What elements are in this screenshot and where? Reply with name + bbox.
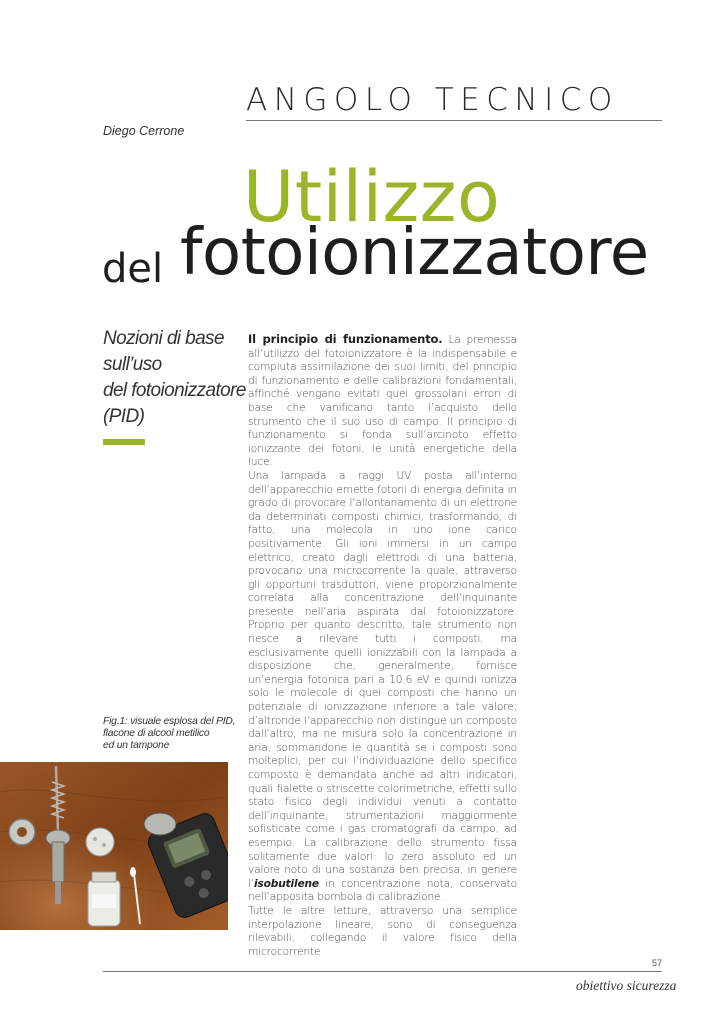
subtitle-line: Nozioni di base (103, 328, 224, 349)
figure-caption (103, 716, 261, 752)
body-paragraph (248, 905, 517, 959)
paragraph-text: in concentrazione nota, conservato nell’apposita bombola di calibrazione. (248, 877, 517, 904)
sidebar-subtitle (103, 326, 263, 430)
author-name: Diego Cerrone (103, 124, 185, 138)
paragraph-text: Una lampada a raggi UV posta all’interno dell’apparecchio emette fotoni di energia definita in grado di provocare l’allontanamento di un elettrone da determinati composti chimici, trasformando, di fatto, una molecola in uno ione carico positivamente. Gli ioni immersi in un campo elettrico, creato dagli elettrodi di una batteria, provocano una microcorrente la quale, attraverso gli opportuni trasduttori, viene proporzionalmente correlata alla concentrazione dell’inquinante presente nell’aria aspirata dal fotoionizzatore. Proprio per quanto descritto, tale strumento non riesce a rilevare tutti i composti, ma esclusivamente quelli ionizzabili con la lampada a disposizione che, generalmente, fornisce un’energia fotonica pari a 10.6 eV e quindi ionizza solo le molecole di quei composti che hanno un potenziale di ionizzazione inferiore a tale valore; d’altronde l’apparecchio non distingue un composto dall’altro, ma ne misura solo la concentrazione in aria, sommandone le quantità se i composti sono molteplici, per cui l’individuazione dello specifico composto è demandata anche ad altri indicatori, quali fialette o striscette colorimetriche, effetti sullo stato fisico degli individui venuti a contatto dell’inquinante, strumentazioni maggiormente sofisticate come i gas cromatografi da campo, ad esempio. La calibrazione dello strumento fissa solitamente due valori: lo zero assoluto ed un valore noto di una sostanza ben precisa, in genere l’ (248, 469, 517, 890)
article-title-prefix: del (102, 246, 164, 292)
photo-illustration (0, 762, 228, 930)
subtitle-line: sull’uso (103, 354, 162, 375)
body-paragraph (248, 470, 517, 905)
caption-line: Fig.1: visuale esplosa del PID, (103, 716, 236, 727)
footer-brand: obiettivo sicurezza (576, 978, 677, 993)
accent-bar (103, 439, 145, 445)
subtitle-line: del fotoionizzatore (103, 380, 246, 401)
lead-heading: Il principio di funzionamento. (248, 332, 443, 346)
page-number: 57 (652, 958, 663, 968)
article-body (248, 333, 517, 959)
emphasized-term: isobutilene (254, 877, 319, 890)
section-title: ANGOLO TECNICO (246, 82, 619, 118)
article-title-main: Utilizzo (243, 156, 501, 238)
pid-exploded-photo (0, 762, 228, 930)
header-rule (246, 120, 662, 121)
body-paragraph (248, 333, 517, 470)
caption-line: ed un tampone (103, 740, 170, 751)
article-title-rest: fotoionizzatore (180, 216, 649, 290)
subtitle-line: (PID) (103, 406, 145, 427)
paragraph-text: La premessa all’utilizzo del fotoionizzatore è la indispensabile e compiuta assimilazione dei suoi limiti, del principio di funzionamento e delle calibrazioni fondamentali, affinché vengano evitati quei grossolani errori di base che vanificano tanto l’acquisto dello strumento che il suo uso di campo. Il principio di funzionamento si fonda sull’arcinoto effetto ionizzante dei fotoni, le unità energetiche della luce. (248, 334, 518, 469)
caption-line: flacone di alcool metilico (103, 728, 210, 739)
paragraph-text: Tutte le altre letture, attraverso una semplice interpolazione lineare, sono di conseguenza rilevabili, collegando il valore fisico della microcorrente (248, 904, 517, 958)
footer-rule (103, 971, 662, 972)
